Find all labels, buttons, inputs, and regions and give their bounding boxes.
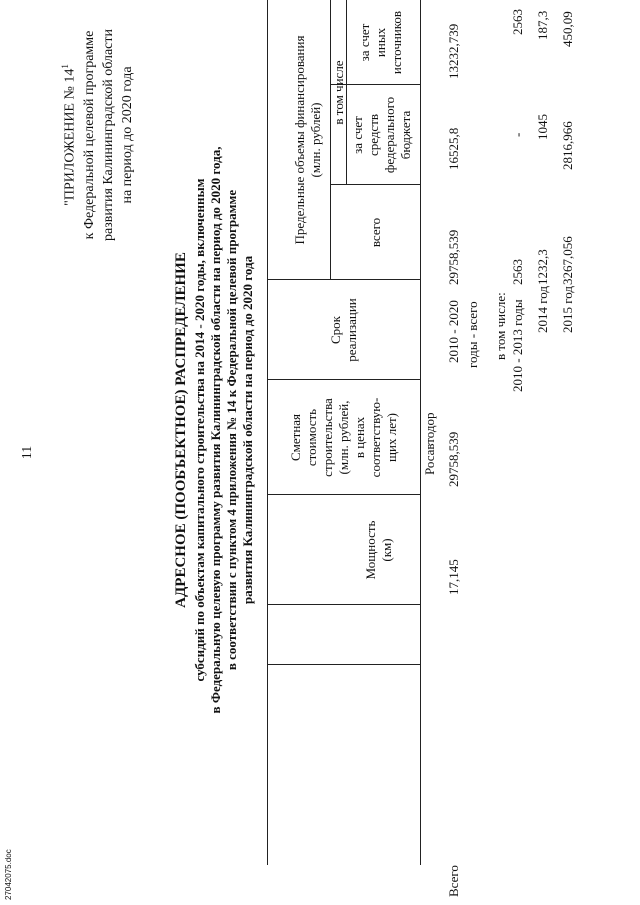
- total-cell: 29758,539: [446, 229, 461, 285]
- federal-cell: -: [510, 132, 525, 137]
- document-heading: АДРЕСНОЕ (ПООБЪЕКТНОЕ) РАСПРЕДЕЛЕНИЕ: [173, 252, 189, 608]
- table-col-divider: [267, 664, 420, 665]
- subheading-line: в соответствии с пунктом 4 приложения № 14 к Федеральной целевой программе: [224, 189, 239, 671]
- appendix-caption: [56, 5, 137, 265]
- document-subheading: [192, 0, 256, 865]
- other-cell: 13232,739: [446, 23, 461, 79]
- cost-value: 29758,539: [446, 431, 461, 487]
- header-including: в том числе: [331, 60, 346, 125]
- appendix-line-3: развития Калининградской области: [100, 28, 116, 242]
- period-cell: годы - всего: [465, 301, 480, 368]
- page-number: 11: [20, 445, 35, 460]
- header-capacity: Мощность (км): [363, 520, 394, 580]
- document-id: 27042075.doc: [4, 849, 13, 900]
- table-border-top: [267, 0, 268, 865]
- subheading-line: развития Калининградской области на период до 2020 года: [240, 255, 255, 605]
- period-cell: 2014 год: [535, 286, 550, 333]
- header-cost: Сметная стоимость строительства (млн. рублей, в ценах соответствую- щих лет): [288, 397, 399, 478]
- total-cell: 3267,056: [560, 236, 575, 285]
- row-label: Всего: [446, 865, 461, 897]
- header-total: всего: [368, 217, 383, 248]
- period-cell: 2010 - 2013 годы: [510, 299, 525, 392]
- header-funding: Предельные объемы финансирования (млн. рублей): [292, 35, 323, 245]
- capacity-value: 17,145: [446, 559, 461, 595]
- other-cell: 187,3: [535, 10, 550, 40]
- other-cell: 450,09: [560, 11, 575, 47]
- table-border-bottom: [420, 0, 421, 865]
- period-cell: 2010 - 2020: [446, 300, 461, 363]
- section-label: Росавтодор: [422, 412, 437, 475]
- subheading-line: в Федеральную целевую программу развития Калининградской области на период до 2020 года,: [208, 146, 223, 714]
- appendix-line-4: на период до 2020 года: [119, 66, 135, 204]
- federal-cell: 1045: [535, 114, 550, 140]
- header-federal: за счет средств федерального бюджета: [350, 96, 413, 174]
- header-other: за счет иных источников: [357, 10, 404, 75]
- total-cell: 2563: [510, 259, 525, 285]
- other-cell: 2563: [510, 9, 525, 35]
- header-term: Срок реализации: [328, 298, 359, 362]
- subheading-line: субсидий по объектам капитального строительства на 2014 - 2020 годы, включенным: [192, 178, 207, 682]
- total-cell: 1232,3: [535, 249, 550, 285]
- period-cell: 2015 год: [560, 286, 575, 333]
- federal-cell: 16525,8: [446, 127, 461, 170]
- period-cell: в том числе:: [493, 292, 508, 360]
- table-col-divider: [267, 604, 420, 605]
- appendix-line-2: к Федеральной целевой программе: [81, 30, 97, 240]
- federal-cell: 2816,966: [560, 121, 575, 170]
- appendix-line-1: "ПРИЛОЖЕНИЕ № $14^1$: [60, 64, 78, 206]
